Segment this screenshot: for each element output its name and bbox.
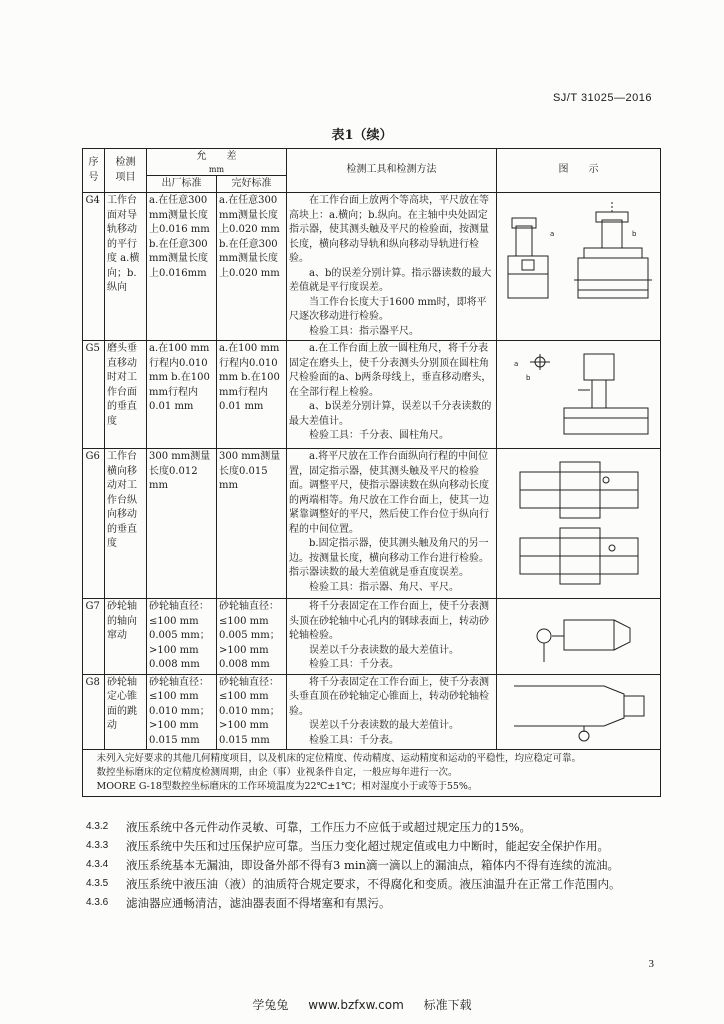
row-method: 将千分表固定在工作台面上，使千分表测头顶在砂轮轴中心孔内的钢球表面上，转动砂轮轴检验。 误差以千分表读数的最大差值计。 检验工具：千分表。 bbox=[287, 599, 497, 675]
footer-site-name: 学兔兔 bbox=[252, 998, 289, 1012]
header-seq: 序号 bbox=[83, 149, 105, 193]
row-method: 将千分表固定在工作台面上，使千分表测头垂直顶在砂轮轴定心锥面上，转动砂轮轴检验。 误差以千分表读数的最大差值计。 检验工具：千分表。 bbox=[287, 674, 497, 750]
row-good: 砂轮轴直径：≤100 mm 0.010 mm；>100 mm 0.015 mm bbox=[217, 674, 287, 750]
table-header-row bbox=[83, 149, 661, 176]
figure-g6 bbox=[497, 449, 661, 599]
svg-text:a: a bbox=[549, 230, 554, 238]
table-row bbox=[83, 341, 661, 449]
svg-text:b: b bbox=[525, 374, 530, 382]
row-id: G5 bbox=[83, 341, 105, 449]
spec-table bbox=[82, 148, 661, 797]
row-item: 磨头垂直移动时对工作台面的垂直度 bbox=[105, 341, 147, 449]
row-good: a.在任意300 mm测量长度上0.020 mm b.在任意300 mm测量长度上0.020 mm bbox=[217, 193, 287, 341]
row-item: 工作台面对导轨移动的平行度 a.横向；b.纵向 bbox=[105, 193, 147, 341]
row-item: 砂轮轴定心锥面的跳动 bbox=[105, 674, 147, 750]
row-item: 砂轮轴的轴向窜动 bbox=[105, 599, 147, 675]
standard-code: SJ/T 31025—2016 bbox=[552, 92, 652, 104]
clause-item: 4.3.3 液压系统中失压和过压保护应可靠。当压力变化超过规定值或电力中断时，能起安全保护作用。 bbox=[86, 839, 609, 853]
header-good: 完好标准 bbox=[217, 175, 287, 193]
figure-g5 bbox=[497, 341, 661, 449]
figure-g7 bbox=[497, 599, 661, 675]
clause-item: 4.3.6 滤油器应通畅清洁，滤油器表面不得堵塞和有黑污。 bbox=[86, 896, 391, 910]
table-row bbox=[83, 599, 661, 675]
row-method: 在工作台面上放两个等高块，平尺放在等高块上：a.横向；b.纵向。在主轴中央处固定指示器，使其测头触及平尺的检验面，按测量长度，横向移动导轨和纵向移动导轨进行检验。 a、b的误差分别计算。指示器读数的最大差值就是平行度误差。 当工作台长度大于1600 mm时，即将平尺逐次移动进行检验。 检验工具：指示器平尺。 bbox=[287, 193, 497, 341]
row-factory: a.在100 mm行程内0.010 mm b.在100 mm行程内0.01 mm bbox=[147, 341, 217, 449]
row-id: G8 bbox=[83, 674, 105, 750]
svg-text:a: a bbox=[513, 360, 518, 368]
table-row bbox=[83, 674, 661, 750]
figure-g8 bbox=[497, 674, 661, 750]
axial-play-diagram bbox=[504, 602, 654, 668]
row-id: G7 bbox=[83, 599, 105, 675]
table-title: 表1（续） bbox=[331, 128, 393, 143]
header-item: 检测项目 bbox=[105, 149, 147, 193]
footer-url[interactable]: www.bzfxw.com bbox=[308, 998, 404, 1012]
clause-item: 4.3.2 液压系统中各元件动作灵敏、可靠，工作压力不应低于或超过规定压力的15%。 bbox=[86, 820, 532, 834]
header-method: 检测工具和检测方法 bbox=[287, 149, 497, 193]
clause-list bbox=[86, 818, 662, 913]
row-good: a.在100 mm行程内0.010 mm b.在100 mm行程内0.01 mm bbox=[217, 341, 287, 449]
footer-tagline: 标准下载 bbox=[423, 998, 472, 1012]
row-factory: 砂轮轴直径：≤100 mm 0.005 mm；>100 mm 0.008 mm bbox=[147, 599, 217, 675]
table-notes: 未列入完好要求的其他几何精度项目，以及机床的定位精度、传动精度、运动精度和运动的平稳性，均应稳定可靠。 数控坐标磨床的定位精度检测周期，由企（事）业视条件自定，一般应每年进行一次。 MOORE G-18型数控坐标磨床的工作环境温度为22℃±1℃；相对湿度小于或等于55%。 bbox=[83, 750, 661, 797]
header-figure: 图 示 bbox=[497, 149, 661, 193]
row-item: 工作台横向移动对工作台纵向移动的垂直度 bbox=[105, 449, 147, 599]
header-tolerance: 允 差 mm bbox=[147, 149, 287, 176]
parallelism-diagram bbox=[504, 196, 654, 306]
header-factory: 出厂标准 bbox=[147, 175, 217, 193]
squareness-diagram bbox=[504, 452, 654, 592]
row-id: G6 bbox=[83, 449, 105, 599]
table-row bbox=[83, 193, 661, 341]
row-factory: 300 mm测量长度0.012 mm bbox=[147, 449, 217, 599]
table-row bbox=[83, 449, 661, 599]
perpendicularity-diagram bbox=[504, 344, 654, 440]
row-method: a.将平尺放在工作台面纵向行程的中间位置，固定指示器，使其测头触及平尺的检验面。调整平尺，使指示器读数在纵向移动长度的两端相等。角尺放在工作台面上，使其一边紧靠调整好的平尺，然后使工作台位于纵向行程的中间位置。 b.固定指示器，使其测头触及角尺的另一边。按测量长度，横向移动工作台进行检验。指示器读数的最大差值就是垂直度误差。 检验工具：指示器、角尺、平尺。 bbox=[287, 449, 497, 599]
row-id: G4 bbox=[83, 193, 105, 341]
page-number: 3 bbox=[648, 958, 654, 970]
clause-item: 4.3.4 液压系统基本无漏油，即设备外部不得有3 min滴一滴以上的漏油点，箱体内不得有连续的流油。 bbox=[86, 858, 619, 872]
row-method: a.在工作台面上放一圆柱角尺，将千分表固定在磨头上，使千分表测头分别顶在圆柱角尺检验面的a、b两条母线上，垂直移动磨头，在全部行程上检验。 a、b误差分别计算，误差以千分表读数的最大差值计。 检验工具：千分表、圆柱角尺。 bbox=[287, 341, 497, 449]
row-factory: 砂轮轴直径：≤100 mm 0.010 mm；>100 mm 0.015 mm bbox=[147, 674, 217, 750]
row-factory: a.在任意300 mm测量长度上0.016 mm b.在任意300 mm测量长度上0.016mm bbox=[147, 193, 217, 341]
figure-g4 bbox=[497, 193, 661, 341]
header-unit: mm bbox=[208, 164, 225, 174]
notes-row bbox=[83, 750, 661, 797]
footer-watermark bbox=[0, 996, 724, 1013]
clause-item: 4.3.5 液压系统中液压油（液）的油质符合规定要求，不得腐化和变质。液压油温升在正常工作范围内。 bbox=[86, 877, 621, 891]
row-good: 300 mm测量长度0.015 mm bbox=[217, 449, 287, 599]
runout-diagram bbox=[504, 678, 654, 744]
row-good: 砂轮轴直径：≤100 mm 0.005 mm；>100 mm 0.008 mm bbox=[217, 599, 287, 675]
svg-text:b: b bbox=[631, 230, 636, 238]
